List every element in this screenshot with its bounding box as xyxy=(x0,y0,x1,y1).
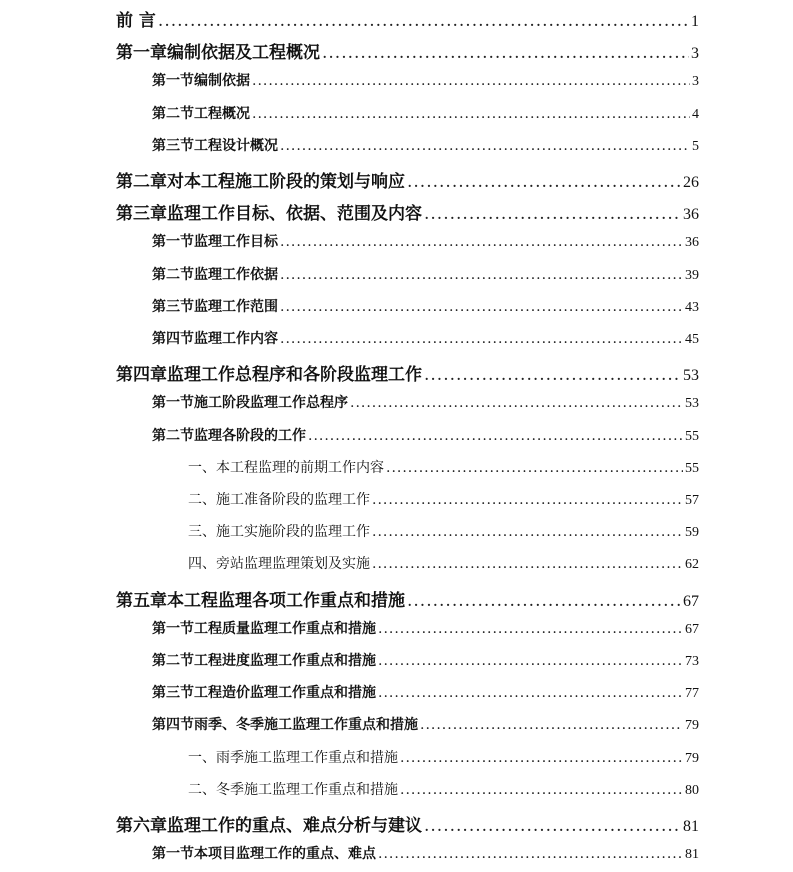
toc-dot-leader xyxy=(252,106,690,122)
toc-entry-number: 第四章 xyxy=(116,365,167,386)
toc-page-number: 79 xyxy=(685,750,699,766)
toc-page-number: 57 xyxy=(685,493,699,508)
toc-dot-leader xyxy=(280,299,683,315)
toc-dot-leader xyxy=(424,816,681,836)
toc-entry-number: 第一节 xyxy=(152,846,194,863)
toc-entry-title: 监理工作范围 xyxy=(194,298,278,315)
toc-page-number: 5 xyxy=(692,138,699,154)
toc-subsection-entry[interactable] xyxy=(188,457,699,477)
toc-entry-title: 监理工作的重点、难点分析与建议 xyxy=(167,816,422,836)
toc-entry-title: 工程造价监理工作重点和措施 xyxy=(194,685,376,702)
toc-chapter-entry[interactable] xyxy=(116,167,699,192)
toc-entry-number: 第一节 xyxy=(152,395,194,412)
toc-page-number: 53 xyxy=(683,367,699,385)
toc-dot-leader xyxy=(424,365,681,385)
toc-subsection-entry[interactable] xyxy=(188,553,699,573)
toc-entry-number: 第二章 xyxy=(116,172,167,192)
toc-subsection-entry[interactable] xyxy=(188,489,699,509)
toc-entry-number: 第三章 xyxy=(116,204,167,225)
toc-entry-number: 第三节 xyxy=(152,137,194,154)
toc-entry-title: 监理各阶段的工作 xyxy=(194,427,306,444)
toc-entry-title: 四、旁站监理监理策划及实施 xyxy=(188,556,370,573)
toc-page-number: 55 xyxy=(685,428,699,444)
toc-dot-leader xyxy=(252,73,690,89)
toc-entry-title: 本工程监理各项工作重点和措施 xyxy=(167,590,405,611)
toc-section-entry[interactable] xyxy=(152,296,699,316)
toc-chapter-entry[interactable] xyxy=(116,199,699,224)
toc-chapter-entry[interactable] xyxy=(116,6,699,31)
toc-dot-leader xyxy=(322,43,689,63)
toc-subsection-entry[interactable] xyxy=(188,779,699,799)
toc-entry-title: 工程进度监理工作重点和措施 xyxy=(194,653,376,669)
toc-dot-leader xyxy=(308,428,683,444)
toc-entry-number: 第二节 xyxy=(152,266,194,283)
toc-entry-number: 第一节 xyxy=(152,73,194,90)
toc-section-entry[interactable] xyxy=(152,103,699,123)
toc-section-entry[interactable] xyxy=(152,264,699,284)
toc-entry-number: 第五章 xyxy=(116,590,167,611)
toc-dot-leader xyxy=(424,204,681,224)
toc-entry-title: 本项目监理工作的重点、难点 xyxy=(194,846,376,863)
toc-chapter-entry[interactable] xyxy=(116,586,699,611)
toc-entry-number: 第六章 xyxy=(116,816,167,836)
toc-section-entry[interactable] xyxy=(152,135,699,155)
toc-entry-number: 第二节 xyxy=(152,427,194,444)
toc-page-number: 36 xyxy=(685,235,699,251)
toc-dot-leader xyxy=(350,395,683,411)
toc-page-number: 36 xyxy=(683,206,699,224)
toc-page-number: 55 xyxy=(685,460,699,476)
toc-dot-leader xyxy=(158,11,689,31)
toc-dot-leader xyxy=(280,234,683,250)
toc-entry-number: 第四节 xyxy=(152,717,194,734)
toc-entry-title: 监理工作目标 xyxy=(194,234,278,251)
toc-page-number: 3 xyxy=(692,74,699,90)
toc-dot-leader xyxy=(280,267,683,283)
toc-entry-title: 二、施工准备阶段的监理工作 xyxy=(188,492,370,508)
toc-chapter-entry[interactable] xyxy=(116,360,699,385)
toc-entry-number: 第一节 xyxy=(152,620,194,637)
toc-entry-number: 第二节 xyxy=(152,105,194,122)
toc-subsection-entry[interactable] xyxy=(188,747,699,767)
toc-dot-leader xyxy=(400,782,683,798)
toc-dot-leader xyxy=(378,685,683,701)
toc-entry-title: 监理工作依据 xyxy=(194,266,278,283)
toc-chapter-entry[interactable] xyxy=(116,38,699,63)
toc-entry-title: 工程设计概况 xyxy=(194,137,278,154)
toc-page-number: 43 xyxy=(685,299,699,315)
toc-entry-title: 对本工程施工阶段的策划与响应 xyxy=(167,172,405,192)
toc-section-entry[interactable] xyxy=(152,425,699,445)
toc-page-number: 39 xyxy=(685,267,699,283)
toc-entry-title: 编制依据及工程概况 xyxy=(167,43,320,64)
toc-section-entry[interactable] xyxy=(152,650,699,670)
toc-entry-number: 第一章 xyxy=(116,43,167,64)
toc-entry-title: 监理工作目标、依据、范围及内容 xyxy=(167,204,422,225)
toc-entry-title: 一、雨季施工监理工作重点和措施 xyxy=(188,749,398,766)
toc-dot-leader xyxy=(280,331,683,347)
toc-dot-leader xyxy=(372,556,683,572)
toc-entry-title: 三、施工实施阶段的监理工作 xyxy=(188,524,370,541)
toc-entry-title: 监理工作总程序和各阶段监理工作 xyxy=(167,365,422,386)
toc-page-number: 62 xyxy=(685,557,699,573)
toc-entry-title: 二、冬季施工监理工作重点和措施 xyxy=(188,781,398,798)
toc-entry-number: 前 言 xyxy=(116,11,156,31)
toc-page-number: 81 xyxy=(683,818,699,835)
toc-page-number: 73 xyxy=(685,654,699,669)
toc-dot-leader xyxy=(407,172,681,192)
toc-entry-number: 第一节 xyxy=(152,234,194,251)
toc-section-entry[interactable] xyxy=(152,682,699,702)
toc-page-number: 80 xyxy=(685,782,699,798)
toc-page-number: 67 xyxy=(683,592,699,610)
toc-entry-number: 第三节 xyxy=(152,685,194,702)
toc-page-number: 4 xyxy=(692,106,699,122)
toc-entry-number: 第四节 xyxy=(152,331,194,347)
toc-dot-leader xyxy=(420,717,683,733)
toc-entry-title: 监理工作内容 xyxy=(194,331,278,347)
toc-dot-leader xyxy=(378,621,683,637)
toc-section-entry[interactable] xyxy=(152,392,699,412)
toc-dot-leader xyxy=(407,591,681,611)
toc-entry-title: 雨季、冬季施工监理工作重点和措施 xyxy=(194,717,418,734)
toc-dot-leader xyxy=(280,138,690,154)
toc-dot-leader xyxy=(378,653,683,669)
toc-entry-title: 工程质量监理工作重点和措施 xyxy=(194,620,376,637)
toc-section-entry[interactable] xyxy=(152,714,699,734)
toc-dot-leader xyxy=(378,846,683,862)
toc-section-entry[interactable] xyxy=(152,618,699,638)
toc-section-entry[interactable] xyxy=(152,231,699,251)
toc-section-entry[interactable] xyxy=(152,843,699,863)
toc-entry-title: 编制依据 xyxy=(194,73,250,90)
toc-page-number: 45 xyxy=(685,332,699,347)
toc-entry-title: 施工阶段监理工作总程序 xyxy=(194,395,348,412)
toc-subsection-entry[interactable] xyxy=(188,521,699,541)
toc-page-number: 53 xyxy=(685,396,699,412)
toc-page-number: 67 xyxy=(685,621,699,637)
toc-page-number: 3 xyxy=(691,45,699,63)
toc-dot-leader xyxy=(400,750,683,766)
toc-dot-leader xyxy=(372,524,683,540)
toc-entry-title: 一、本工程监理的前期工作内容 xyxy=(188,459,384,476)
toc-entry-number: 第三节 xyxy=(152,298,194,315)
toc-entry-number: 第二节 xyxy=(152,653,194,669)
toc-page-number: 26 xyxy=(683,174,699,191)
toc-dot-leader xyxy=(386,460,683,476)
toc-section-entry[interactable] xyxy=(152,328,699,348)
toc-page-number: 81 xyxy=(685,847,699,863)
toc-section-entry[interactable] xyxy=(152,70,699,90)
toc-page-number: 59 xyxy=(685,525,699,541)
toc-chapter-entry[interactable] xyxy=(116,811,699,836)
toc-page-number: 79 xyxy=(685,718,699,734)
toc-page-number: 1 xyxy=(691,13,699,30)
toc-page-number: 77 xyxy=(685,686,699,702)
toc-dot-leader xyxy=(372,492,683,508)
toc-entry-title: 工程概况 xyxy=(194,105,250,122)
